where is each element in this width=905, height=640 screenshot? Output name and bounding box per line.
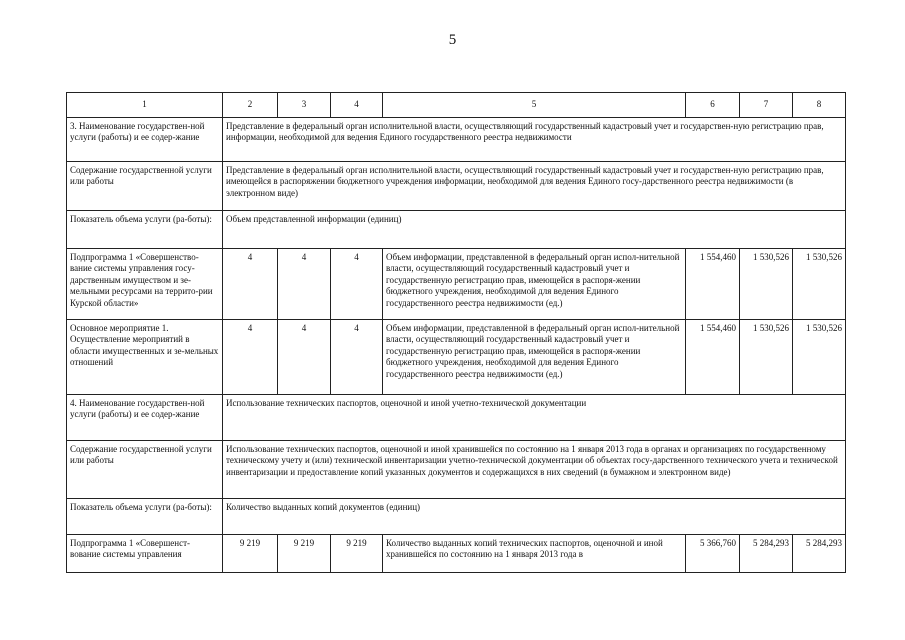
row-label: Содержание государственной услуги или работы (67, 441, 223, 499)
cell-value: 4 (223, 249, 278, 320)
cell-value: 1 554,460 (686, 320, 740, 395)
cell-value: 1 530,526 (740, 320, 793, 395)
cell-value: 1 530,526 (793, 320, 846, 395)
column-header: 7 (740, 93, 793, 118)
column-header: 4 (331, 93, 383, 118)
column-header: 6 (686, 93, 740, 118)
cell-value: 9 219 (331, 535, 383, 573)
row-label: Подпрограмма 1 «Совершенст-вование системы управления (67, 535, 223, 573)
table-row (67, 499, 846, 535)
row-label: Основное мероприятие 1. Осуществление мероприятий в области имущественных и зе-мельных отношений (67, 320, 223, 395)
header-row (67, 93, 846, 118)
service-text: Использование технических паспортов, оценочной и иной хранившейся по состоянию на 1 января 2013 года в органах и организациях по государственному техническому учету и (или) технической инвентаризации учетно-технической документации об объектах госу-дарственного технического учета и технической инвентаризации и предоставление копий указанных документов и содержащихся в них сведений (в бумажном и электронном виде) (223, 441, 846, 499)
table-row (67, 211, 846, 249)
column-header: 5 (383, 93, 686, 118)
table-row (67, 535, 846, 573)
column-header: 1 (67, 93, 223, 118)
indicator-text: Количество выданных копий технических паспортов, оценочной и иной хранившейся по состоянию на 1 января 2013 года в (383, 535, 686, 573)
page-number: 5 (448, 32, 457, 48)
row-label: Показатель объема услуги (ра-боты): (67, 499, 223, 535)
cell-value: 4 (223, 320, 278, 395)
table-row (67, 441, 846, 499)
column-header: 8 (793, 93, 846, 118)
row-label: 3. Наименование государствен-ной услуги (работы) и ее содер-жание (67, 118, 223, 162)
indicator-text: Объем информации, представленной в федеральный орган испол-нительной власти, осуществляющий государственный кадастровый учет и государственную регистрацию прав, имеющейся в распоря-жении бюджетного учреждения, необходимой для ведения Единого государственного реестра недвижимости (ед.) (383, 320, 686, 395)
service-text: Представление в федеральный орган исполнительной власти, осуществляющий государственный кадастровый учет и государствен-ную регистрацию прав, имеющейся в распоряжении бюджетного учреждения информации, необходимой для ведения Единого госу-дарственного реестра недвижимости (в электронном виде) (223, 162, 846, 211)
column-header: 2 (223, 93, 278, 118)
table-row (67, 320, 846, 395)
cell-value: 5 284,293 (793, 535, 846, 573)
service-text: Использование технических паспортов, оценочной и иной учетно-технической документации (223, 395, 846, 441)
service-text: Объем представленной информации (единиц) (223, 211, 846, 249)
row-label: Содержание государственной услуги или работы (67, 162, 223, 211)
cell-value: 4 (331, 320, 383, 395)
service-text: Количество выданных копий документов (единиц) (223, 499, 846, 535)
column-header: 3 (278, 93, 331, 118)
row-label: 4. Наименование государствен-ной услуги (работы) и ее содер-жание (67, 395, 223, 441)
cell-value: 9 219 (223, 535, 278, 573)
cell-value: 1 554,460 (686, 249, 740, 320)
table-row (67, 395, 846, 441)
indicator-text: Объем информации, представленной в федеральный орган испол-нительной власти, осуществляющий государственный кадастровый учет и государственную регистрацию прав, имеющейся в распоря-жении бюджетного учреждения, необходимой для ведения Единого государственного реестра недвижимости (ед.) (383, 249, 686, 320)
table-row (67, 249, 846, 320)
cell-value: 1 530,526 (740, 249, 793, 320)
cell-value: 1 530,526 (793, 249, 846, 320)
row-label: Подпрограмма 1 «Совершенство-вание системы управления госу-дарственным имуществом и зе-мельными ресурсами на террито-рии Курской области» (67, 249, 223, 320)
cell-value: 9 219 (278, 535, 331, 573)
table-row (67, 118, 846, 162)
table-row (67, 162, 846, 211)
row-label: Показатель объема услуги (ра-боты): (67, 211, 223, 249)
cell-value: 5 284,293 (740, 535, 793, 573)
services-table (66, 92, 846, 573)
cell-value: 4 (278, 320, 331, 395)
cell-value: 5 366,760 (686, 535, 740, 573)
cell-value: 4 (331, 249, 383, 320)
cell-value: 4 (278, 249, 331, 320)
service-text: Представление в федеральный орган исполнительной власти, осуществляющий государственный кадастровый учет и государствен-ную регистрацию прав, информации, необходимой для ведения Единого государственного реестра недвижимости (223, 118, 846, 162)
